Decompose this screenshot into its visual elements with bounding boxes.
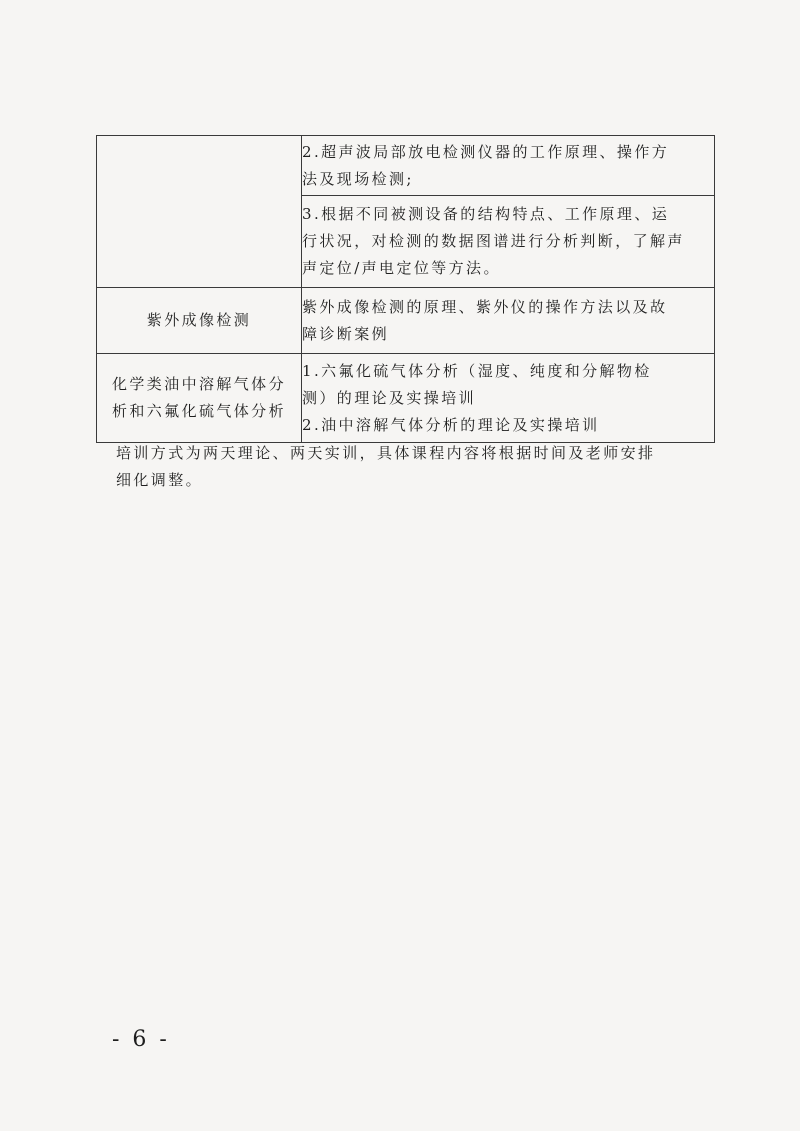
topic-cell [97, 288, 302, 354]
training-note [116, 440, 716, 494]
content-line: 2.超声波局部放电检测仪器的工作原理、操作方 [302, 142, 670, 161]
note-line: 培训方式为两天理论、两天实训，具体课程内容将根据时间及老师安排 [116, 444, 656, 462]
page-number: - 6 - [112, 1027, 170, 1052]
content-cell [302, 354, 715, 443]
content-line: 声定位/声电定位等方法。 [302, 259, 501, 277]
note-line: 细化调整。 [116, 471, 204, 489]
table-row [97, 288, 715, 354]
topic-line: 紫外成像检测 [146, 311, 252, 329]
content-line: 3.根据不同被测设备的结构特点、工作原理、运 [302, 205, 670, 223]
content-line: 2.油中溶解气体分析的理论及实操培训 [302, 415, 600, 434]
content-cell [302, 196, 715, 288]
content-cell [302, 288, 715, 354]
content-line: 行状况，对检测的数据图谱进行分析判断，了解声 [302, 232, 685, 250]
content-line: 障诊断案例 [302, 324, 390, 343]
topic-cell-continued [97, 136, 302, 288]
content-line: 法及现场检测; [302, 169, 414, 188]
topic-cell [97, 354, 302, 443]
content-cell [302, 136, 715, 196]
table-row [97, 136, 715, 196]
content-line: 1.六氟化硫气体分析（湿度、纯度和分解物检 [302, 361, 652, 380]
table-row [97, 354, 715, 443]
curriculum-table [96, 135, 715, 443]
content-line: 测）的理论及实操培训 [302, 388, 477, 407]
topic-line: 化学类油中溶解气体分 [111, 375, 286, 393]
topic-line: 析和六氟化硫气体分析 [111, 402, 286, 420]
content-line: 紫外成像检测的原理、紫外仪的操作方法以及故 [302, 297, 668, 316]
